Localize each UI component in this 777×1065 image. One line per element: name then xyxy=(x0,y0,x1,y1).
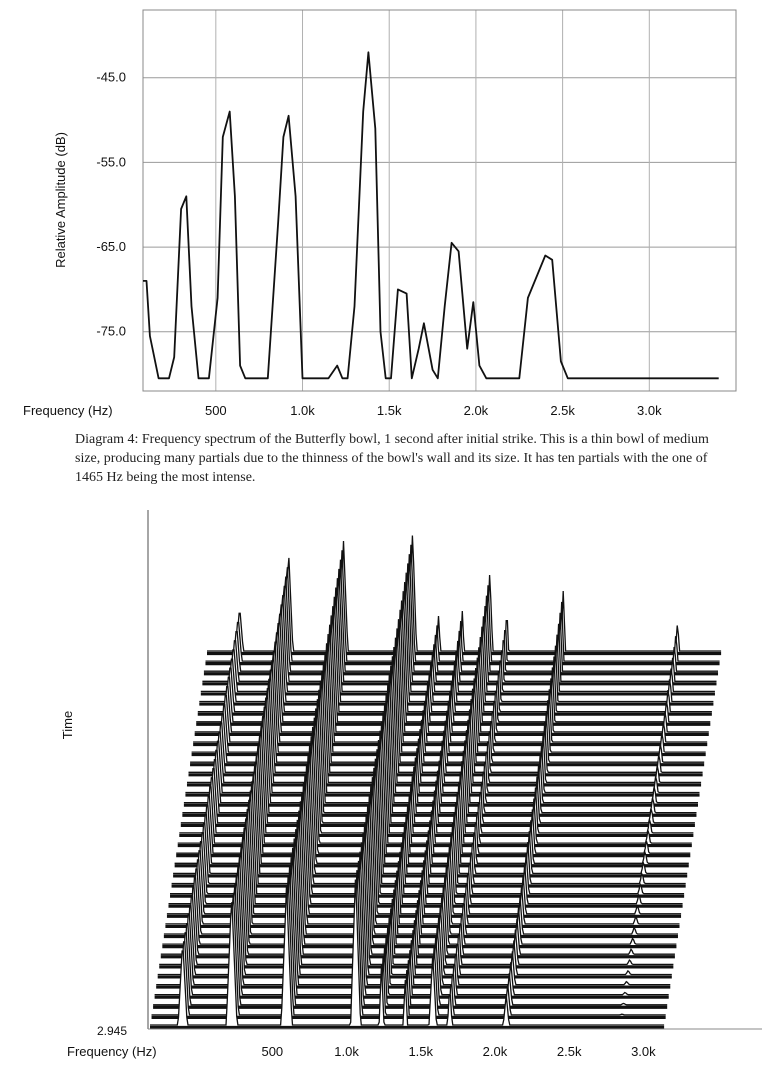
waterfall-x-tick-label: 500 xyxy=(261,1044,284,1059)
time-value-label: 2.945 xyxy=(97,1024,128,1038)
chart-grid xyxy=(143,10,736,391)
x-tick-label: 2.0k xyxy=(463,403,489,418)
frequency-spectrum-chart xyxy=(0,0,777,425)
waterfall-y-axis-label: Time xyxy=(60,710,75,740)
y-tick-label: -55.0 xyxy=(96,154,126,170)
waterfall-x-tick-label: 3.0k xyxy=(631,1044,656,1059)
x-axis-label: Frequency (Hz) xyxy=(23,403,113,418)
x-tick-label: 3.0k xyxy=(637,403,662,418)
y-axis-label: Relative Amplitude (dB) xyxy=(53,132,68,268)
waterfall-x-tick-label: 1.5k xyxy=(408,1044,434,1059)
waterfall-x-tick-labels xyxy=(261,1044,656,1059)
y-tick-label: -65.0 xyxy=(96,239,126,255)
spectrum-series-line xyxy=(143,52,719,378)
plot-frame xyxy=(143,10,736,391)
x-tick-labels xyxy=(205,403,662,418)
waterfall-chart xyxy=(0,505,777,1060)
x-tick-label: 1.5k xyxy=(376,403,402,418)
figure-caption: Diagram 4: Frequency spectrum of the Butterfly bowl, 1 second after initial strike. This is a thin bowl of medium size, producing many partials due to the thinness of the bowl's wall and its size. It has ten partials with the one of 1465 Hz being the most intense. xyxy=(75,432,709,485)
waterfall-x-axis-label: Frequency (Hz) xyxy=(67,1044,157,1059)
waterfall-x-tick-label: 2.5k xyxy=(556,1044,582,1059)
waterfall-traces xyxy=(150,536,721,1032)
waterfall-trace xyxy=(150,880,664,1026)
y-tick-label: -75.0 xyxy=(96,323,126,339)
x-tick-label: 2.5k xyxy=(550,403,575,418)
waterfall-x-tick-label: 2.0k xyxy=(482,1044,508,1059)
waterfall-x-tick-label: 1.0k xyxy=(334,1044,359,1059)
y-tick-label: -45.0 xyxy=(96,69,126,85)
x-tick-label: 1.0k xyxy=(290,403,315,418)
x-tick-label: 500 xyxy=(204,403,227,418)
y-tick-labels xyxy=(96,70,126,339)
